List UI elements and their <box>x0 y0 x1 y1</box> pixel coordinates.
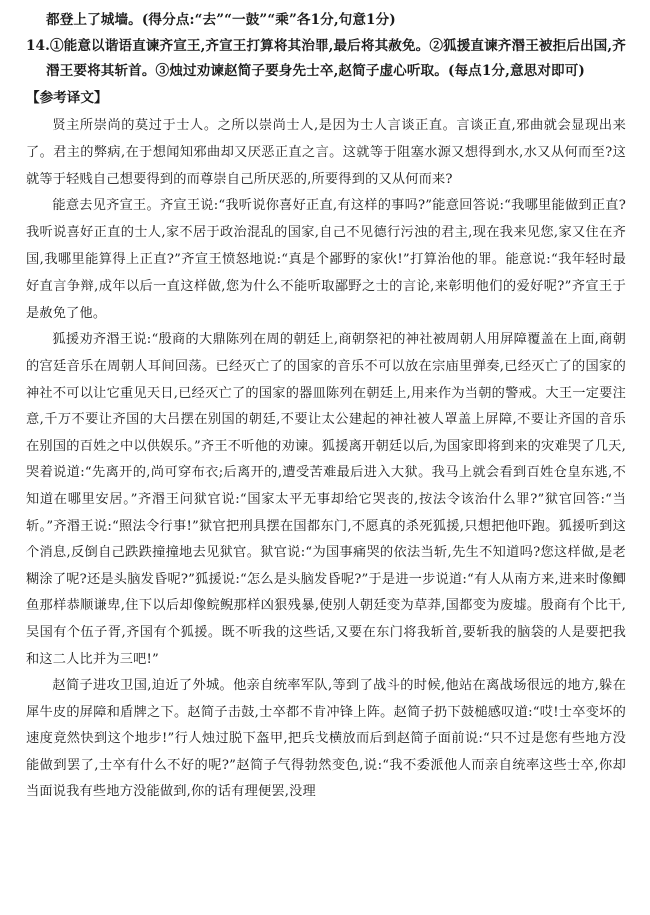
translation-heading: 【参考译文】 <box>26 90 108 106</box>
translation-paragraph-2: 能意去见齐宣王。齐宣王说:“我听说你喜好正直,有这样的事吗?”能意回答说:“我哪里能做到正直?我听说喜好正直的士人,家不居于政治混乱的国家,自己不见德行污浊的君主,现在我来见您,家又住在齐国,我哪里能算得上正直?”齐宣王愤怒地说:“真是个鄙野的家伙!”打算治他的罪。能意说:“我年轻时最好直言争辩,成年以后一直这样做,您为什么不能听取鄙野之士的言论,来彰明他们的爱好呢?”齐宣王于是赦免了他。 <box>26 198 626 321</box>
answer-14: 14.①能意以谐语直谏齐宣王,齐宣王打算将其治罪,最后将其赦免。②狐援直谏齐湣王被拒后出国,齐湣王要将其斩首。③烛过劝谏赵简子要身先士卒,赵简子虚心听取。(每点1分,意思对即可) <box>26 38 626 79</box>
translation-paragraph-3: 狐援劝齐湣王说:“殷商的大鼎陈列在周的朝廷上,商朝祭祀的神社被周朝人用屏障覆盖在上面,商朝的宫廷音乐在周朝人耳间回荡。已经灭亡了的国家的音乐不可以放在宗庙里弹奏,已经灭亡了的国家的神社不可以让它重见天日,已经灭亡了的国家的器皿陈列在朝廷上,用来作为当朝的警戒。大王一定要注意,千万不要让齐国的大吕摆在别国的朝廷,不要让太公建起的神社被人罩盖上屏障,不要让齐国的音乐在别国的百姓之中以供娱乐。”齐王不听他的劝谏。狐援离开朝廷以后,为国家即将到来的灾难哭了几天,哭着说道:“先离开的,尚可穿布衣;后离开的,遭受苦难最后进入大狱。我马上就会看到百姓仓皇东逃,不知道在哪里安居。”齐湣王问狱官说:“国家太平无事却给它哭丧的,按法令该治什么罪?”狱官回答:“当斩。”齐湣王说:“照法令行事!”狱官把刑具摆在国都东门,不愿真的杀死狐援,只想把他吓跑。狐援听到这个消息,反倒自己跌跌撞撞地去见狱官。狱官说:“为国事痛哭的依法当斩,先生不知道吗?您这样做,是老糊涂了呢?还是头脑发昏呢?”狐援说:“怎么是头脑发昏呢?”于是进一步说道:“有人从南方来,进来时像鲫鱼那样恭顺谦卑,住下以后却像鲩鲵那样凶狠残暴,使别人朝廷变为草莽,国都变为废墟。殷商有个比干,吴国有个伍子胥,齐国有个狐援。既不听我的这些话,又要在东门将我斩首,要斩我的脑袋的人是要把我和这二人比并为三吧!” <box>26 332 626 667</box>
translation-paragraph-4: 赵简子进攻卫国,迫近了外城。他亲自统率军队,等到了战斗的时候,他站在离战场很远的地方,躲在犀牛皮的屏障和盾牌之下。赵简子击鼓,士卒都不肯冲锋上阵。赵简子扔下鼓槌感叹道:“哎!士卒变坏的速度竟然快到这个地步!”行人烛过脱下盔甲,把兵戈横放而后到赵简子面前说:“只不过是您有些地方没能做到罢了,士卒有什么不好的呢?”赵简子气得勃然变色,说:“我不委派他人而亲自统率这些士卒,你却当面说我有些地方没能做到,你的话有理便罢,没理 <box>26 678 626 800</box>
translation-paragraph-1: 贤主所崇尚的莫过于士人。之所以崇尚士人,是因为士人言谈正直。言谈正直,邪曲就会显现出来了。君主的弊病,在于想闻知邪曲却又厌恶正直之言。这就等于阻塞水源又想得到水,水又从何而至?这就等于轻贱自己想要得到的而尊崇自己所厌恶的,所要得到的又从何而来? <box>26 118 626 187</box>
answer-line-continuation: 都登上了城墙。(得分点:“去”“一鼓”“乘”各1分,句意1分) <box>46 12 396 28</box>
